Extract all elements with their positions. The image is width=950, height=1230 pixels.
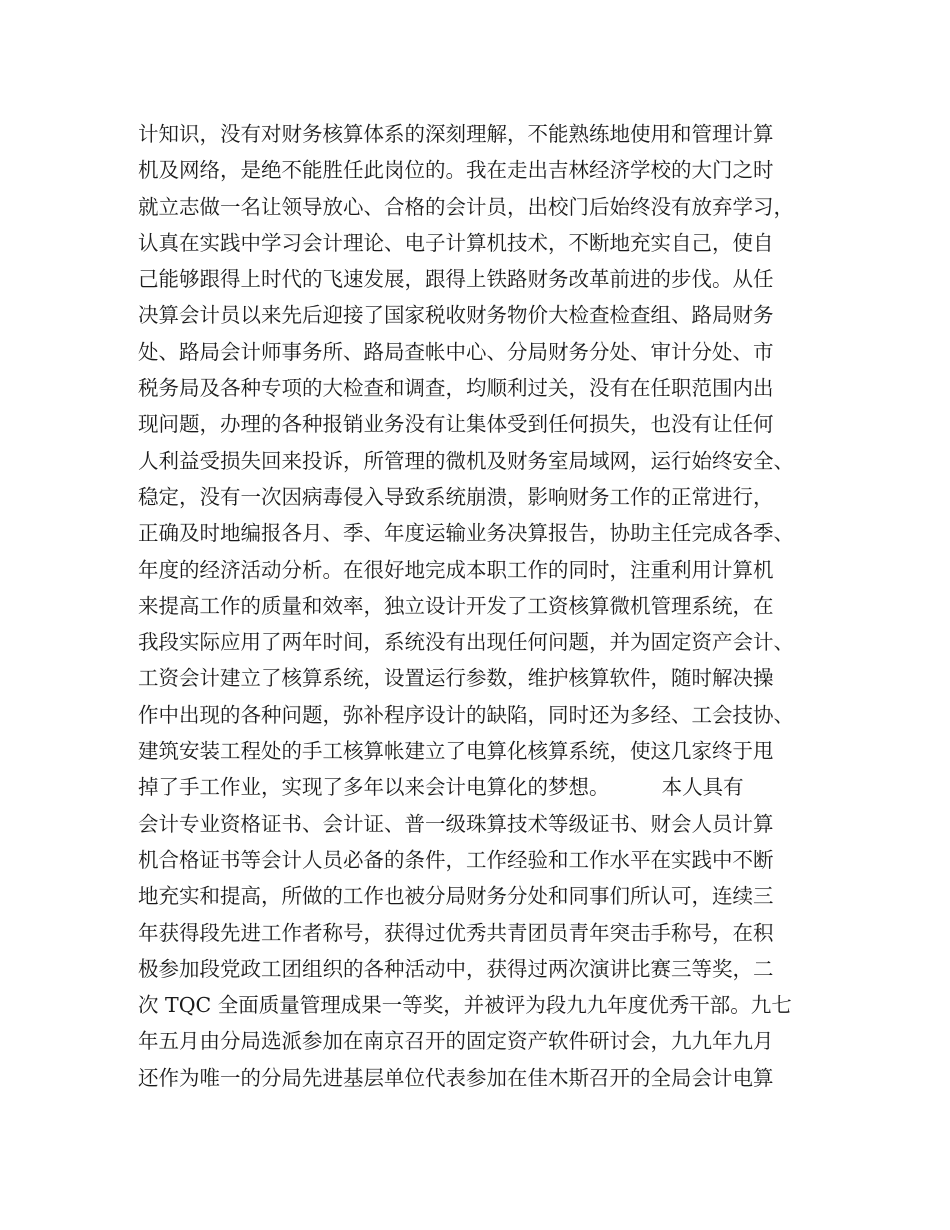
text-line: 年五月由分局选派参加在南京召开的固定资产软件研讨会，九九年九月 [138,1029,774,1054]
text-line: 稳定，没有一次因病毒侵入导致系统崩溃，影响财务工作的正常进行， [138,484,774,509]
text-line: 会计专业资格证书、会计证、普一级珠算技术等级证书、财会人员计算 [138,811,774,836]
text-line: 建筑安装工程处的手工核算帐建立了电算化核算系统，使这几家终于甩 [138,739,774,764]
text-line: 税务局及各种专项的大检查和调查，均顺利过关，没有在任职范围内出 [138,376,774,401]
text-line: 极参加段党政工团组织的各种活动中，获得过两次演讲比赛三等奖，二 [138,956,774,981]
text-line: 还作为唯一的分局先进基层单位代表参加在佳木斯召开的全局会计电算 [138,1065,774,1090]
text-line: 认真在实践中学习会计理论、电子计算机技术，不断地充实自己，使自 [138,230,774,255]
text-line: 机及网络，是绝不能胜任此岗位的。我在走出吉林经济学校的大门之时 [138,158,774,183]
text-line: 来提高工作的质量和效率，独立设计开发了工资核算微机管理系统，在 [138,593,774,618]
text-line: 地充实和提高，所做的工作也被分局财务分处和同事们所认可，连续三 [138,884,774,909]
text-line: 机合格证书等会计人员必备的条件，工作经验和工作水平在实践中不断 [138,847,774,872]
text-line: 现问题，办理的各种报销业务没有让集体受到任何损失，也没有让任何 [138,412,774,437]
text-line: 年度的经济活动分析。在很好地完成本职工作的同时，注重利用计算机 [138,557,774,582]
text-line: 决算会计员以来先后迎接了国家税收财务物价大检查检查组、路局财务 [138,303,774,328]
text-line: 人利益受损失回来投诉，所管理的微机及财务室局域网，运行始终安全、 [138,448,794,473]
body-text [138,116,828,1096]
text-line: 正确及时地编报各月、季、年度运输业务决算报告，协助主任完成各季、 [138,521,794,546]
text-line: 就立志做一名让领导放心、合格的会计员，出校门后始终没有放弃学习， [138,194,794,219]
text-line: 工资会计建立了核算系统，设置运行参数，维护核算软件，随时解决操 [138,666,774,691]
text-line: 作中出现的各种问题，弥补程序设计的缺陷，同时还为多经、工会技协、 [138,702,794,727]
text-line: 己能够跟得上时代的飞速发展，跟得上铁路财务改革前进的步伐。从任 [138,267,774,292]
text-line: 年获得段先进工作者称号，获得过优秀共青团员青年突击手称号，在积 [138,920,774,945]
text-line: 计知识，没有对财务核算体系的深刻理解，不能熟练地使用和管理计算 [138,122,774,146]
text-line: 处、路局会计师事务所、路局查帐中心、分局财务分处、审计分处、市 [138,339,774,364]
text-line: 掉了手工作业，实现了多年以来会计电算化的梦想。 本人具有 [138,775,744,800]
text-line: 我段实际应用了两年时间，系统没有出现任何问题，并为固定资产会计、 [138,630,794,655]
text-line: 次 TQC 全面质量管理成果一等奖，并被评为段九九年度优秀干部。九七 [138,993,792,1018]
